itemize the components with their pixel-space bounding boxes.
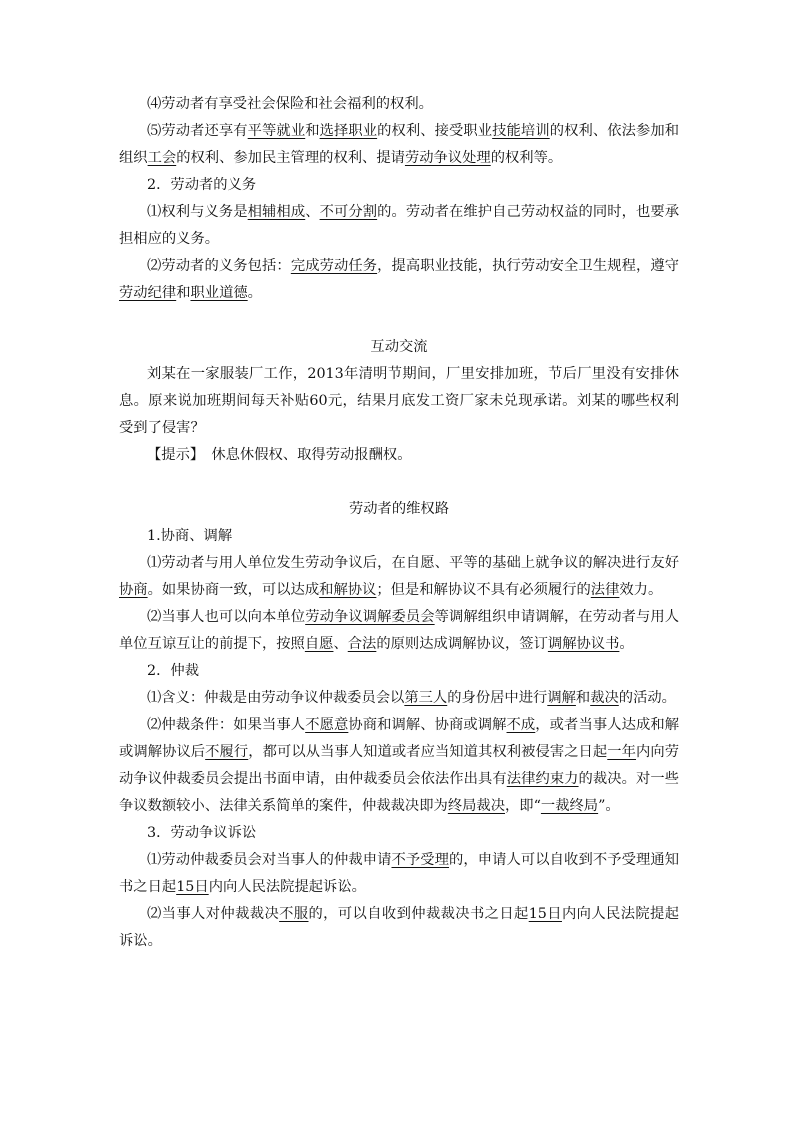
document-body — [119, 91, 679, 955]
text-run: 内向人民法院提起诉讼。 — [119, 906, 680, 949]
text-run: ，提高职业技能，执行劳动安全卫生规程，遵守 — [377, 258, 680, 274]
text-run: ；但是和解协议不具有必须履行的 — [376, 582, 591, 598]
text-run: 和 — [575, 690, 591, 706]
underlined-term: 不成 — [506, 717, 536, 733]
section-heading — [119, 334, 679, 361]
text-run: ⑸劳动者还享有 — [147, 123, 248, 139]
text-run: 的权利、依法参加和组织 — [119, 123, 680, 166]
text-run: ，或者当事人达成和解或调解协议后 — [119, 717, 680, 760]
text-run: 内向劳动争议仲裁委员会提出书面申请，由仲裁委员会依法作出具有 — [119, 744, 680, 787]
underlined-term: 不愿意 — [305, 717, 349, 733]
paragraph — [119, 550, 679, 604]
underlined-term: 和解协议 — [319, 582, 377, 598]
text-run: 2．仲裁 — [147, 663, 199, 679]
paragraph — [119, 685, 679, 712]
text-run: ⑴含义：仲裁是由劳动争议仲裁委员会以 — [147, 690, 405, 706]
paragraph — [119, 361, 679, 442]
paragraph — [119, 442, 679, 469]
text-run: ”。 — [598, 798, 620, 814]
underlined-term: 自愿 — [304, 636, 334, 652]
text-run: ，即“ — [505, 798, 541, 814]
underlined-term: 劳动争议处理 — [404, 150, 491, 166]
text-run: 2．劳动者的义务 — [147, 177, 257, 193]
text-run: 【提示】 休息休假权、取得劳动报酬权。 — [147, 447, 412, 463]
paragraph — [119, 712, 679, 820]
paragraph — [119, 91, 679, 118]
text-run: 互动交流 — [370, 339, 428, 355]
underlined-term: 裁决 — [590, 690, 619, 706]
text-run: 的权利等。 — [490, 150, 563, 166]
underlined-term: 第三人 — [404, 690, 448, 706]
section-heading — [119, 496, 679, 523]
text-run: 。如果协商一致，可以达成 — [147, 582, 320, 598]
text-run: 。 — [247, 285, 262, 301]
text-run: 协商和调解、协商或调解 — [348, 717, 507, 733]
underlined-term: 法律 — [590, 582, 620, 598]
underlined-term: 协商 — [119, 582, 148, 598]
paragraph — [119, 820, 679, 847]
paragraph — [119, 172, 679, 199]
paragraph — [119, 523, 679, 550]
underlined-term: 工会 — [147, 150, 177, 166]
text-run: ⑵劳动者的义务包括： — [147, 258, 291, 274]
text-run: 的身份居中进行 — [447, 690, 548, 706]
underlined-term: 终局裁决 — [447, 798, 506, 814]
underlined-term: 法律约束力 — [506, 771, 579, 787]
text-run: 1.协商、调解 — [147, 528, 233, 544]
text-run: ⑴劳动者与用人单位发生劳动争议后，在自愿、平等的基础上就争议的解决进行友好 — [147, 555, 679, 571]
text-run: 效力。 — [619, 582, 663, 598]
text-run: ⑴权利与义务是 — [147, 204, 248, 220]
underlined-term: 不予受理 — [391, 852, 450, 868]
paragraph — [119, 658, 679, 685]
paragraph — [119, 118, 679, 172]
underlined-term: 职业道德 — [190, 285, 248, 301]
text-run: ，都可以从当事人知道或者应当知道其权利被侵害之日起 — [248, 744, 608, 760]
paragraph — [119, 253, 679, 307]
text-run: 劳动者的维权路 — [348, 501, 450, 517]
text-run: ⑵当事人对仲裁裁决 — [147, 906, 280, 922]
underlined-term: 劳动纪律 — [119, 285, 177, 301]
underlined-term: 调解协议书 — [547, 636, 620, 652]
paragraph — [119, 199, 679, 253]
underlined-term: 平等就业 — [247, 123, 306, 139]
underlined-term: 不服 — [279, 906, 309, 922]
paragraph — [119, 901, 679, 955]
underlined-term: 选择职业 — [319, 123, 378, 139]
text-run: 的，可以自收到仲裁裁决书之日起 — [308, 906, 529, 922]
underlined-term: 一年 — [607, 744, 637, 760]
paragraph — [119, 604, 679, 658]
text-run: 内向人民法院提起诉讼。 — [208, 879, 366, 895]
text-run: 3．劳动争议诉讼 — [147, 825, 257, 841]
text-run: 刘某在一家服装厂工作，2013年清明节期间，厂里安排加班，节后厂里没有安排休息。原来说加班期间每天补贴60元，结果月底发工资厂家未兑现承诺。刘某的哪些权利受到了侵害？ — [119, 366, 679, 436]
text-run: 的裁决。对一些争议数额较小、法律关系简单的案件，仲裁裁决即为 — [119, 771, 680, 814]
underlined-term: 技能培训 — [492, 123, 550, 139]
underlined-term: 完成劳动任务 — [290, 258, 378, 274]
underlined-term: 调解 — [547, 690, 576, 706]
text-run: ⑵仲裁条件：如果当事人 — [147, 717, 306, 733]
underlined-term: 不履行 — [205, 744, 249, 760]
text-run: ⑵当事人也可以向本单位 — [147, 609, 306, 625]
underlined-term: 15日 — [528, 906, 562, 922]
text-run: 和 — [176, 285, 191, 301]
text-run: 、 — [305, 204, 320, 220]
text-run: ⑷劳动者有享受社会保险和社会福利的权利。 — [147, 96, 433, 112]
text-run: 。 — [619, 636, 634, 652]
text-run: 的。劳动者在维护自己劳动权益的同时，也要承担相应的义务。 — [119, 204, 680, 247]
text-run: 和 — [305, 123, 320, 139]
text-run: ⑴劳动仲裁委员会对当事人的仲裁申请 — [147, 852, 392, 868]
text-run: 等调解组织申请调解，在劳动者与用人单位互谅互让的前提下，按照 — [119, 609, 680, 652]
underlined-term: 相辅相成 — [247, 204, 306, 220]
text-run: 的，申请人可以自收到不予受理通知书之日起 — [119, 852, 680, 895]
underlined-term: 劳动争议调解委员会 — [305, 609, 435, 625]
text-run: 、 — [333, 636, 348, 652]
paragraph — [119, 847, 679, 901]
underlined-term: 合法 — [347, 636, 377, 652]
text-run: 的原则达成调解协议，签订 — [376, 636, 548, 652]
text-run: 的活动。 — [618, 690, 676, 706]
text-run: 的权利、接受职业 — [377, 123, 493, 139]
underlined-term: 15日 — [176, 879, 209, 895]
underlined-term: 一裁终局 — [540, 798, 599, 814]
underlined-term: 不可分割 — [319, 204, 378, 220]
text-run: 的权利、参加民主管理的权利、提请 — [176, 150, 405, 166]
